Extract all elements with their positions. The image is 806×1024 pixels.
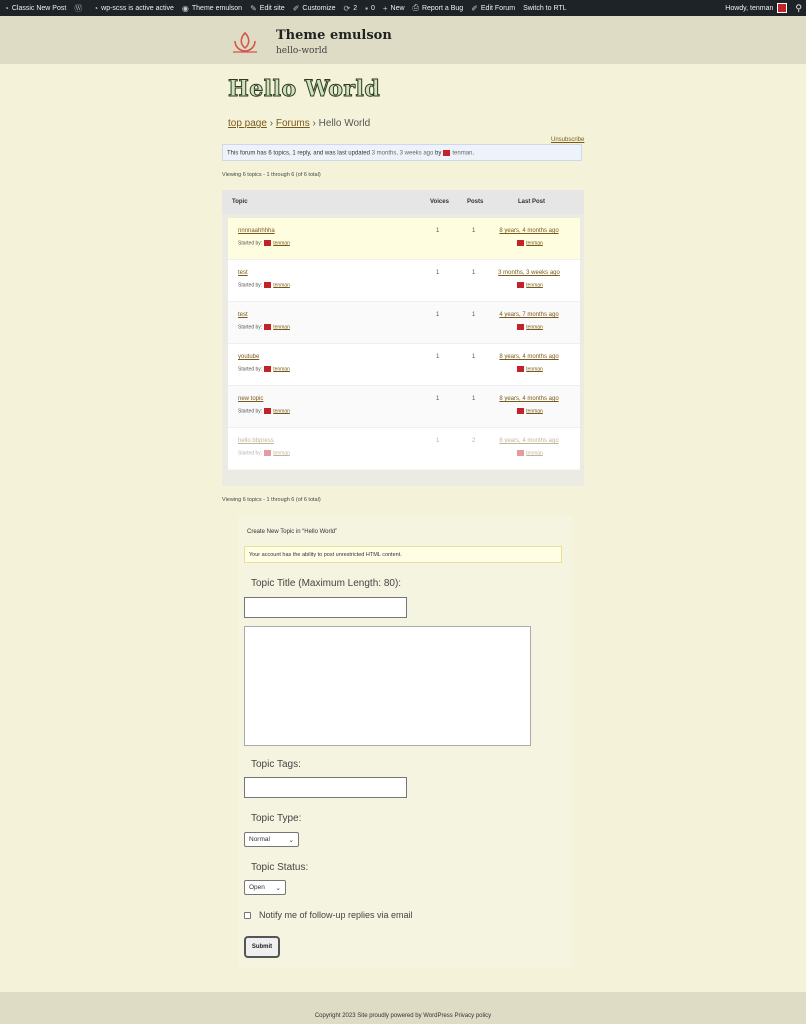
- admin-search[interactable]: [791, 0, 806, 16]
- site-description: hello-world: [276, 46, 328, 56]
- header-topic: Topic: [232, 199, 248, 205]
- admin-new[interactable]: [379, 0, 409, 16]
- forum-info-author[interactable]: tenman: [452, 150, 473, 157]
- submit-button[interactable]: Submit: [244, 936, 280, 958]
- avatar: [517, 324, 524, 330]
- admin-item-label: 0: [370, 4, 375, 12]
- last-author-link[interactable]: tenman: [526, 324, 543, 331]
- wordpress-logo-icon: Ⓦ: [74, 3, 83, 13]
- table-row: [228, 218, 580, 260]
- topic-title-label: Topic Title (Maximum Length: 80):: [251, 578, 402, 589]
- topic-posts: 1: [472, 312, 476, 318]
- pencil-icon: ✐: [292, 3, 300, 13]
- plus-icon: +: [382, 3, 388, 13]
- header-voices: Voices: [430, 199, 449, 205]
- started-by-label: Started by:: [238, 450, 263, 457]
- topic-title-link[interactable]: new topic: [238, 396, 264, 402]
- topic-author-link[interactable]: tenman: [273, 240, 290, 247]
- admin-wordpress-menu[interactable]: [70, 0, 89, 16]
- topic-freshness-link[interactable]: 8 years, 4 months ago: [499, 438, 559, 444]
- header-last-post: Last Post: [518, 199, 546, 205]
- topic-status-label: Topic Status:: [251, 862, 309, 873]
- started-by-label: Started by:: [238, 240, 263, 247]
- admin-bar-left: [0, 0, 571, 16]
- pagination-count-bottom: Viewing 6 topics - 1 through 6 (of 6 total): [222, 497, 321, 503]
- admin-edit-site[interactable]: [246, 0, 289, 16]
- admin-switch-rtl[interactable]: [519, 0, 570, 16]
- topic-started-by: [238, 366, 290, 372]
- avatar: [517, 366, 524, 372]
- page-title: Hello World: [228, 76, 381, 102]
- topic-author-link[interactable]: tenman: [273, 408, 290, 415]
- topic-title-link[interactable]: hello bbpress: [238, 438, 274, 444]
- form-legend: Create New Topic in “Hello World”: [247, 529, 338, 535]
- admin-item-label: Theme emulson: [191, 4, 243, 12]
- topic-started-by: [238, 240, 290, 246]
- forum-info-notice: [222, 144, 582, 161]
- search-icon: ⚲: [795, 2, 802, 13]
- forum-info-end: .: [472, 150, 475, 157]
- avatar: [517, 408, 524, 414]
- topic-last-author: [490, 240, 568, 246]
- topic-started-by: [238, 408, 290, 414]
- greeting: Howdy, tenman: [725, 4, 774, 12]
- topic-voices: 1: [436, 312, 440, 318]
- table-row: [228, 428, 580, 470]
- breadcrumb-current: Hello World: [318, 118, 371, 129]
- topics-table: [222, 190, 584, 486]
- topic-type-select[interactable]: [244, 832, 299, 847]
- topic-started-by: [238, 324, 290, 330]
- topic-voices: 1: [436, 438, 440, 444]
- last-author-link[interactable]: tenman: [526, 366, 543, 373]
- admin-comments[interactable]: [361, 0, 379, 16]
- palette-icon: ◉: [181, 3, 189, 13]
- admin-bar-right: [721, 0, 806, 16]
- lotus-logo-icon[interactable]: [231, 30, 259, 54]
- topics-header: [222, 190, 584, 214]
- table-row: [228, 260, 580, 302]
- last-author-link[interactable]: tenman: [526, 450, 543, 457]
- topic-title-link[interactable]: youtube: [238, 354, 260, 360]
- topic-last-author: [490, 450, 568, 456]
- started-by-label: Started by:: [238, 324, 263, 331]
- admin-classic-new-post[interactable]: [0, 0, 70, 16]
- html-notice: Your account has the ability to post unrestricted HTML content.: [244, 546, 562, 563]
- printer-icon: ⎙: [412, 3, 419, 12]
- avatar: [517, 240, 524, 246]
- topic-status-value: Open: [249, 884, 265, 891]
- chevron-down-icon: ⌄: [288, 836, 294, 844]
- avatar: [264, 282, 271, 288]
- topic-posts: 2: [472, 438, 476, 444]
- admin-account-menu[interactable]: [721, 0, 791, 16]
- admin-updates[interactable]: [339, 0, 361, 16]
- topic-status-select[interactable]: [244, 880, 286, 895]
- site-title[interactable]: Theme emulson: [276, 28, 392, 43]
- admin-item-label: New: [390, 4, 405, 12]
- admin-wp-scss[interactable]: [89, 0, 178, 16]
- topic-posts: 1: [472, 228, 476, 234]
- topic-voices: 1: [436, 354, 440, 360]
- topic-posts: 1: [472, 354, 476, 360]
- topic-started-by: [238, 450, 290, 456]
- footer-text: Copyright 2023 Site proudly powered by WordPress Privacy policy: [314, 1013, 492, 1019]
- topic-author-link[interactable]: tenman: [273, 450, 290, 457]
- forum-info-time[interactable]: 3 months, 3 weeks ago: [371, 150, 434, 157]
- pagination-count-top: Viewing 6 topics - 1 through 6 (of 6 total): [222, 172, 321, 178]
- topic-freshness-link[interactable]: 3 months, 3 weeks ago: [498, 270, 560, 276]
- avatar: [264, 366, 271, 372]
- admin-item-label: Edit Forum: [480, 4, 516, 12]
- topic-title-link[interactable]: nnnnaahhhha: [238, 228, 275, 234]
- topic-author-link[interactable]: tenman: [273, 324, 290, 331]
- admin-item-label: Classic New Post: [11, 4, 67, 12]
- notify-label[interactable]: Notify me of follow-up replies via email: [259, 910, 413, 920]
- topic-freshness-link[interactable]: 4 years, 7 months ago: [499, 312, 559, 318]
- admin-item-label: Edit site: [259, 4, 285, 12]
- last-author-link[interactable]: tenman: [526, 282, 543, 289]
- topic-tags-label: Topic Tags:: [251, 759, 301, 770]
- last-author-link[interactable]: tenman: [526, 408, 543, 415]
- topic-title-link[interactable]: test: [238, 270, 248, 276]
- breadcrumb-separator: ›: [312, 118, 316, 129]
- avatar: [443, 150, 450, 156]
- topic-last-author: [490, 324, 568, 330]
- topic-last-author: [490, 282, 568, 288]
- topic-author-link[interactable]: tenman: [273, 366, 290, 373]
- breadcrumb-forums-link[interactable]: Forums: [275, 118, 310, 129]
- admin-customize[interactable]: [289, 0, 340, 16]
- table-row: [228, 344, 580, 386]
- notify-checkbox[interactable]: [244, 912, 251, 919]
- avatar: [517, 450, 524, 456]
- topic-freshness-link[interactable]: 8 years, 4 months ago: [499, 396, 559, 402]
- topic-type-label: Topic Type:: [251, 813, 302, 824]
- breadcrumb-separator: ›: [269, 118, 274, 129]
- topic-freshness-link[interactable]: 8 years, 4 months ago: [499, 228, 559, 234]
- topic-content-textarea[interactable]: [244, 626, 531, 746]
- site-header: [0, 16, 806, 64]
- gauge-icon: ◔: [93, 3, 99, 13]
- topic-voices: 1: [436, 228, 440, 234]
- admin-report-bug[interactable]: [409, 0, 468, 16]
- comment-icon: ▪: [365, 3, 368, 13]
- table-row: [228, 386, 580, 428]
- avatar: [777, 3, 787, 13]
- avatar: [264, 408, 271, 414]
- site-footer: [0, 992, 806, 1024]
- topics-list: [228, 218, 580, 470]
- started-by-label: Started by:: [238, 366, 263, 373]
- forum-info-text: This forum has 6 topics, 1 reply, and was last updated: [227, 150, 370, 157]
- topic-title-link[interactable]: test: [238, 312, 248, 318]
- topic-tags-input[interactable]: [244, 777, 407, 798]
- avatar: [264, 240, 271, 246]
- admin-item-label: Report a Bug: [421, 4, 464, 12]
- unsubscribe-link[interactable]: Unsubscribe: [551, 137, 585, 143]
- topic-type-value: Normal: [249, 836, 270, 843]
- last-author-link[interactable]: tenman: [526, 240, 543, 247]
- admin-bar: [0, 0, 806, 16]
- started-by-label: Started by:: [238, 282, 263, 289]
- avatar: [517, 282, 524, 288]
- topic-posts: 1: [472, 270, 476, 276]
- topic-author-link[interactable]: tenman: [273, 282, 290, 289]
- header-posts: Posts: [467, 199, 484, 205]
- updates-icon: ⟳: [343, 3, 351, 13]
- topic-started-by: [238, 282, 290, 288]
- admin-item-label: wp-scss is active active: [101, 4, 174, 12]
- forum-info-by: by: [435, 150, 442, 157]
- started-by-label: Started by:: [238, 408, 263, 415]
- breadcrumb: [228, 118, 370, 129]
- topic-last-author: [490, 366, 568, 372]
- topic-last-author: [490, 408, 568, 414]
- brush-icon: ✎: [250, 3, 257, 13]
- admin-theme[interactable]: [178, 0, 246, 16]
- pencil-icon: ✐: [471, 3, 478, 13]
- avatar: [264, 450, 271, 456]
- admin-item-label: 2: [353, 4, 358, 12]
- topic-voices: 1: [436, 396, 440, 402]
- topic-voices: 1: [436, 270, 440, 276]
- topic-freshness-link[interactable]: 8 years, 4 months ago: [499, 354, 559, 360]
- breadcrumb-home-link[interactable]: top page: [228, 118, 267, 129]
- gauge-icon: ◔: [4, 3, 9, 13]
- admin-item-label: Customize: [302, 4, 336, 12]
- table-row: [228, 302, 580, 344]
- admin-edit-forum[interactable]: [467, 0, 519, 16]
- avatar: [264, 324, 271, 330]
- admin-item-label: Switch to RTL: [523, 4, 567, 12]
- topic-title-input[interactable]: [244, 597, 407, 618]
- chevron-down-icon: ⌄: [275, 884, 281, 892]
- topic-posts: 1: [472, 396, 476, 402]
